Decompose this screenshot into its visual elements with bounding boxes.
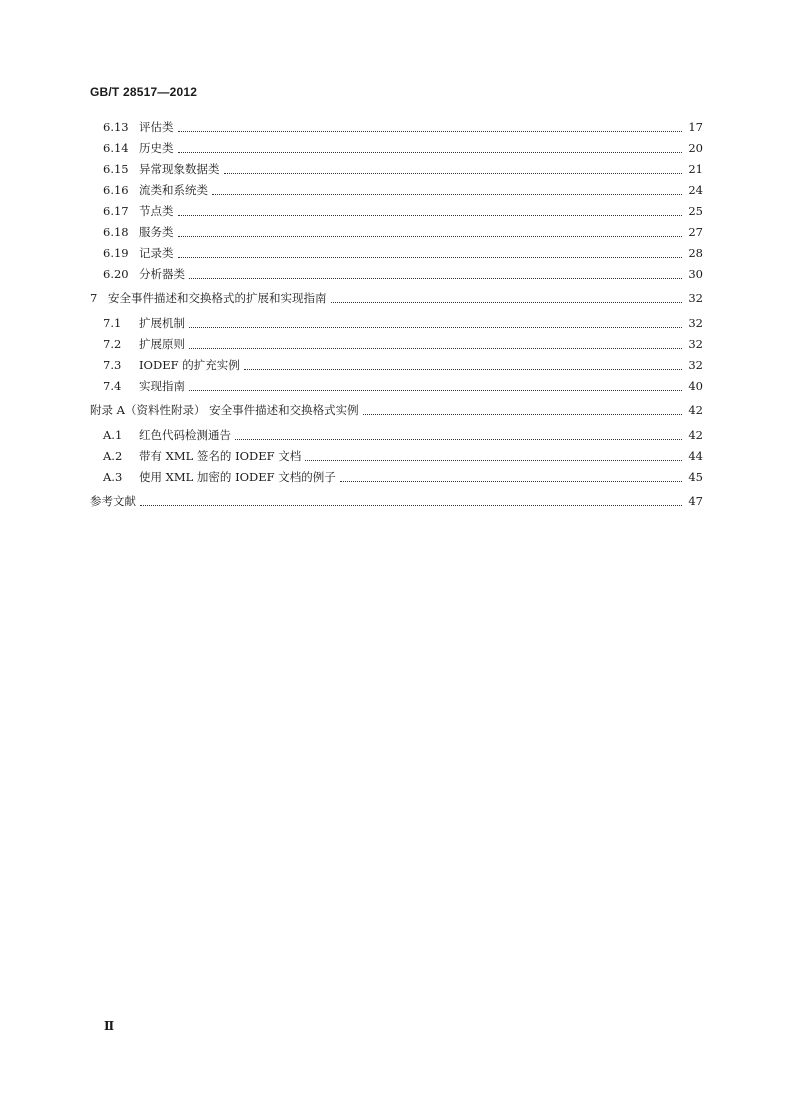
- dot-leader: [140, 505, 682, 506]
- toc-entry-page: 44: [688, 449, 703, 463]
- dot-leader: [178, 257, 683, 258]
- toc-entry-title: 使用 XML 加密的 IODEF 文档的例子: [139, 470, 336, 484]
- toc-entry-page: 27: [688, 225, 703, 239]
- toc-entry[interactable]: [103, 160, 703, 178]
- toc-entry-page: 17: [688, 120, 703, 134]
- toc-entry-title: 评估类: [139, 120, 174, 134]
- toc-entry[interactable]: [103, 335, 703, 353]
- toc-entry-title: 实现指南: [139, 379, 185, 393]
- toc-entry[interactable]: [103, 202, 703, 220]
- toc-entry-number: 6.20: [103, 267, 129, 281]
- toc-entry-title: IODEF 的扩充实例: [139, 358, 240, 372]
- toc-entry[interactable]: [103, 139, 703, 157]
- dot-leader: [305, 460, 682, 461]
- page-number-footer: Ⅱ: [104, 1019, 115, 1033]
- toc-entry-number: 6.16: [103, 183, 129, 197]
- toc-entry[interactable]: [103, 181, 703, 199]
- toc-entry[interactable]: [103, 265, 703, 283]
- toc-entry-number: 6.19: [103, 246, 129, 260]
- toc-entry-number: 7: [90, 291, 98, 305]
- dot-leader: [212, 194, 682, 195]
- toc-entry-title: 分析器类: [139, 267, 185, 281]
- dot-leader: [235, 439, 682, 440]
- toc-entry-page: 32: [688, 316, 703, 330]
- toc-entry-number: A.1: [103, 428, 123, 442]
- dot-leader: [178, 131, 683, 132]
- toc-entry[interactable]: [103, 377, 703, 395]
- toc-entry-page: 25: [688, 204, 703, 218]
- toc-entry-page: 32: [688, 337, 703, 351]
- toc-entry-page: 45: [688, 470, 703, 484]
- toc-entry-page: 21: [688, 162, 703, 176]
- toc-entry-number: 6.17: [103, 204, 129, 218]
- toc-entry-page: 32: [688, 291, 703, 305]
- toc-entry[interactable]: [103, 426, 703, 444]
- toc-entry[interactable]: [103, 223, 703, 241]
- toc-entry[interactable]: [103, 468, 703, 486]
- toc-entry-title: 流类和系统类: [139, 183, 208, 197]
- toc-entry-number: 7.1: [103, 316, 122, 330]
- toc-entry[interactable]: [103, 118, 703, 136]
- toc-entry-page: 28: [688, 246, 703, 260]
- toc-entry[interactable]: [103, 314, 703, 332]
- toc-chapter-entry[interactable]: [90, 289, 703, 307]
- toc-entry-page: 32: [688, 358, 703, 372]
- dot-leader: [189, 327, 682, 328]
- toc-entry-number: 7.2: [103, 337, 122, 351]
- toc-entry-title: 服务类: [139, 225, 174, 239]
- toc-references-entry[interactable]: [90, 492, 703, 510]
- toc-entry[interactable]: [103, 244, 703, 262]
- toc-entry-page: 40: [688, 379, 703, 393]
- toc-entry-number: 7.4: [103, 379, 122, 393]
- toc-entry-title: 异常现象数据类: [139, 162, 220, 176]
- toc-entry-title: 带有 XML 签名的 IODEF 文档: [139, 449, 302, 463]
- dot-leader: [363, 414, 683, 415]
- toc-entry-title: 扩展机制: [139, 316, 185, 330]
- toc-entry-page: 42: [688, 428, 703, 442]
- toc-entry-title: 节点类: [139, 204, 174, 218]
- dot-leader: [189, 278, 682, 279]
- toc-entry-number: A.3: [103, 470, 123, 484]
- toc-entry[interactable]: [103, 356, 703, 374]
- toc-entry-title: 记录类: [139, 246, 174, 260]
- dot-leader: [340, 481, 683, 482]
- document-code-header: GB/T 28517—2012: [90, 85, 198, 99]
- toc-entry-page: 30: [688, 267, 703, 281]
- toc-entry-number: 6.14: [103, 141, 129, 155]
- toc-entry-title: 扩展原则: [139, 337, 185, 351]
- toc-entry-title: 历史类: [139, 141, 174, 155]
- toc-appendix-entry[interactable]: [90, 401, 703, 419]
- dot-leader: [178, 215, 683, 216]
- toc-entry-page: 42: [688, 403, 703, 417]
- toc-entry[interactable]: [103, 447, 703, 465]
- toc-entry-number: 6.13: [103, 120, 129, 134]
- toc-entry-title: 安全事件描述和交换格式的扩展和实现指南: [108, 291, 327, 305]
- dot-leader: [189, 390, 682, 391]
- toc-entry-title: 红色代码检测通告: [139, 428, 231, 442]
- toc-entry-number: 7.3: [103, 358, 122, 372]
- dot-leader: [224, 173, 683, 174]
- toc-entry-number: 6.15: [103, 162, 129, 176]
- dot-leader: [331, 302, 683, 303]
- toc-entry-title: 附录 A（资料性附录） 安全事件描述和交换格式实例: [90, 403, 359, 417]
- toc-entry-page: 20: [688, 141, 703, 155]
- toc-entry-title: 参考文献: [90, 494, 136, 508]
- dot-leader: [244, 369, 683, 370]
- dot-leader: [178, 236, 683, 237]
- toc-entry-page: 24: [688, 183, 703, 197]
- dot-leader: [178, 152, 683, 153]
- toc-entry-number: A.2: [103, 449, 123, 463]
- toc-entry-number: 6.18: [103, 225, 129, 239]
- dot-leader: [189, 348, 682, 349]
- toc-entry-page: 47: [688, 494, 703, 508]
